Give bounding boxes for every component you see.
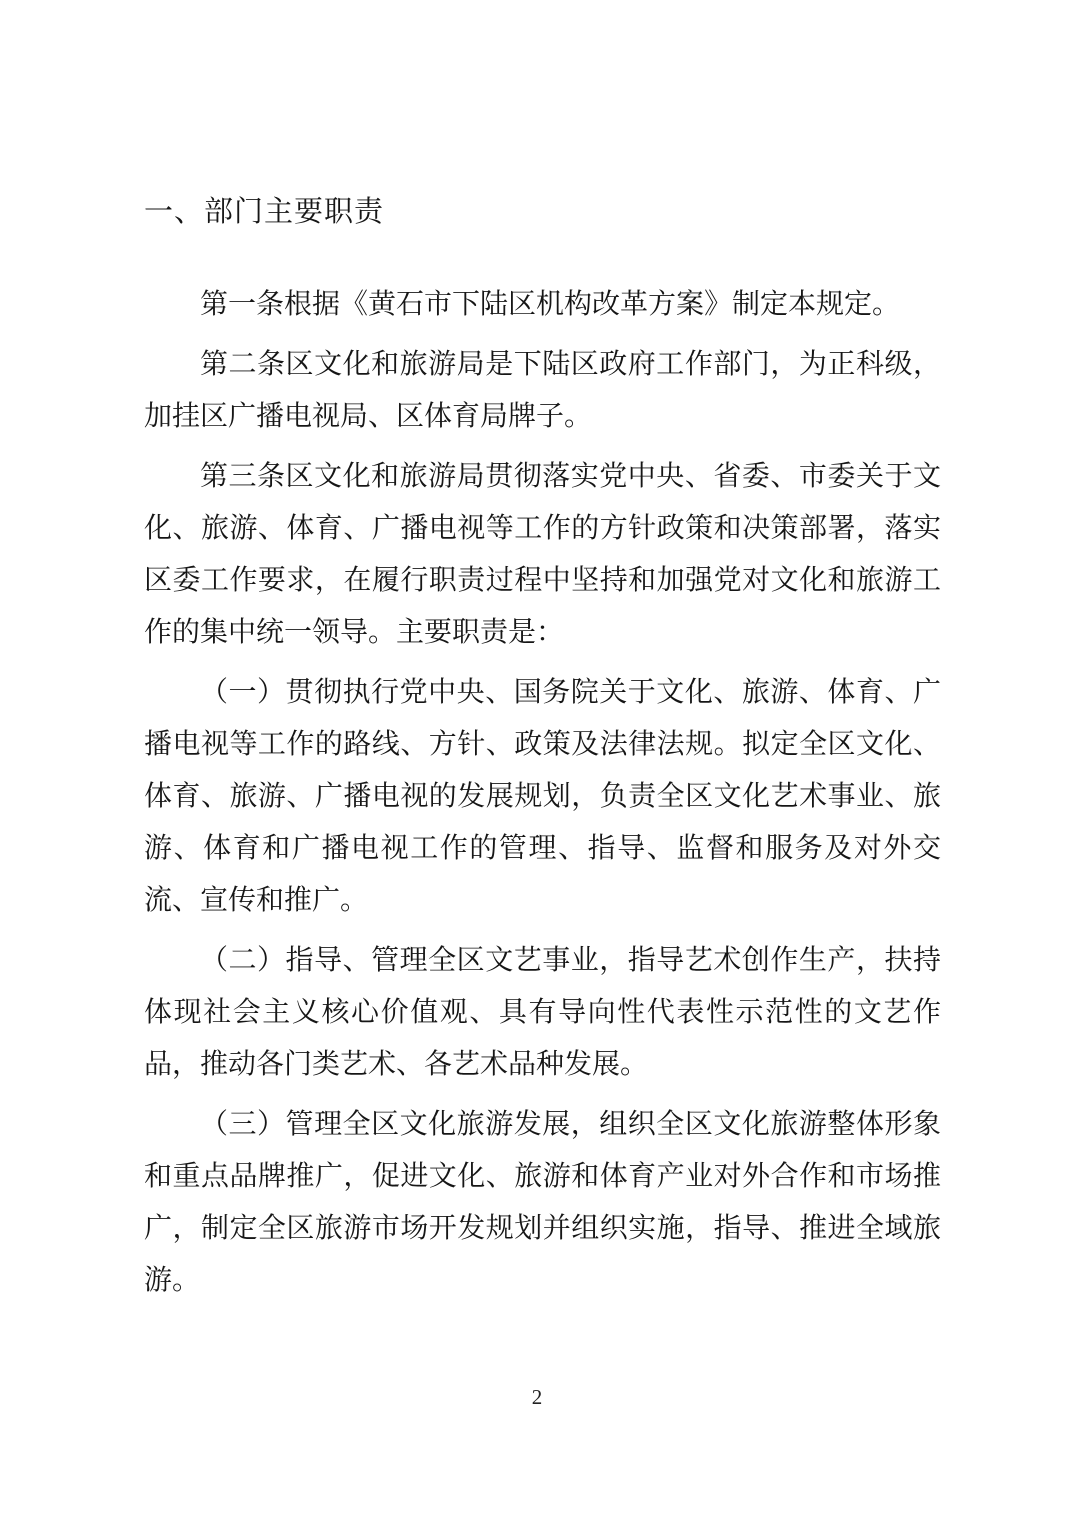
paragraph-article-3: 第三条区文化和旅游局贯彻落实党中央、省委、市委关于文化、旅游、体育、广播电视等工作的方针政策和决策部署，落实区委工作要求，在履行职责过程中坚持和加强党对文化和旅游工作的集中统一领导。主要职责是： [144, 461, 941, 648]
paragraph-article-1: 第一条根据《黄石市下陆区机构改革方案》制定本规定。 [200, 289, 901, 320]
document-content [144, 190, 941, 1315]
paragraph-duty-2: （二）指导、管理全区文艺事业，指导艺术创作生产，扶持体现社会主义核心价值观、具有导向性代表性示范性的文艺作品，推动各门类艺术、各艺术品种发展。 [144, 945, 941, 1080]
section-heading: 一、部门主要职责 [144, 196, 385, 228]
page-number: 2 [531, 1385, 543, 1409]
paragraph-duty-1: （一）贯彻执行党中央、国务院关于文化、旅游、体育、广播电视等工作的路线、方针、政策及法律法规。拟定全区文化、体育、旅游、广播电视的发展规划，负责全区文化艺术事业、旅游、体育和广播电视工作的管理、指导、监督和服务及对外交流、宣传和推广。 [144, 677, 941, 916]
paragraph-article-2: 第二条区文化和旅游局是下陆区政府工作部门，为正科级，加挂区广播电视局、区体育局牌子。 [144, 349, 941, 432]
paragraph-duty-3: （三）管理全区文化旅游发展，组织全区文化旅游整体形象和重点品牌推广，促进文化、旅游和体育产业对外合作和市场推广，制定全区旅游市场开发规划并组织实施，指导、推进全域旅游。 [144, 1109, 941, 1296]
